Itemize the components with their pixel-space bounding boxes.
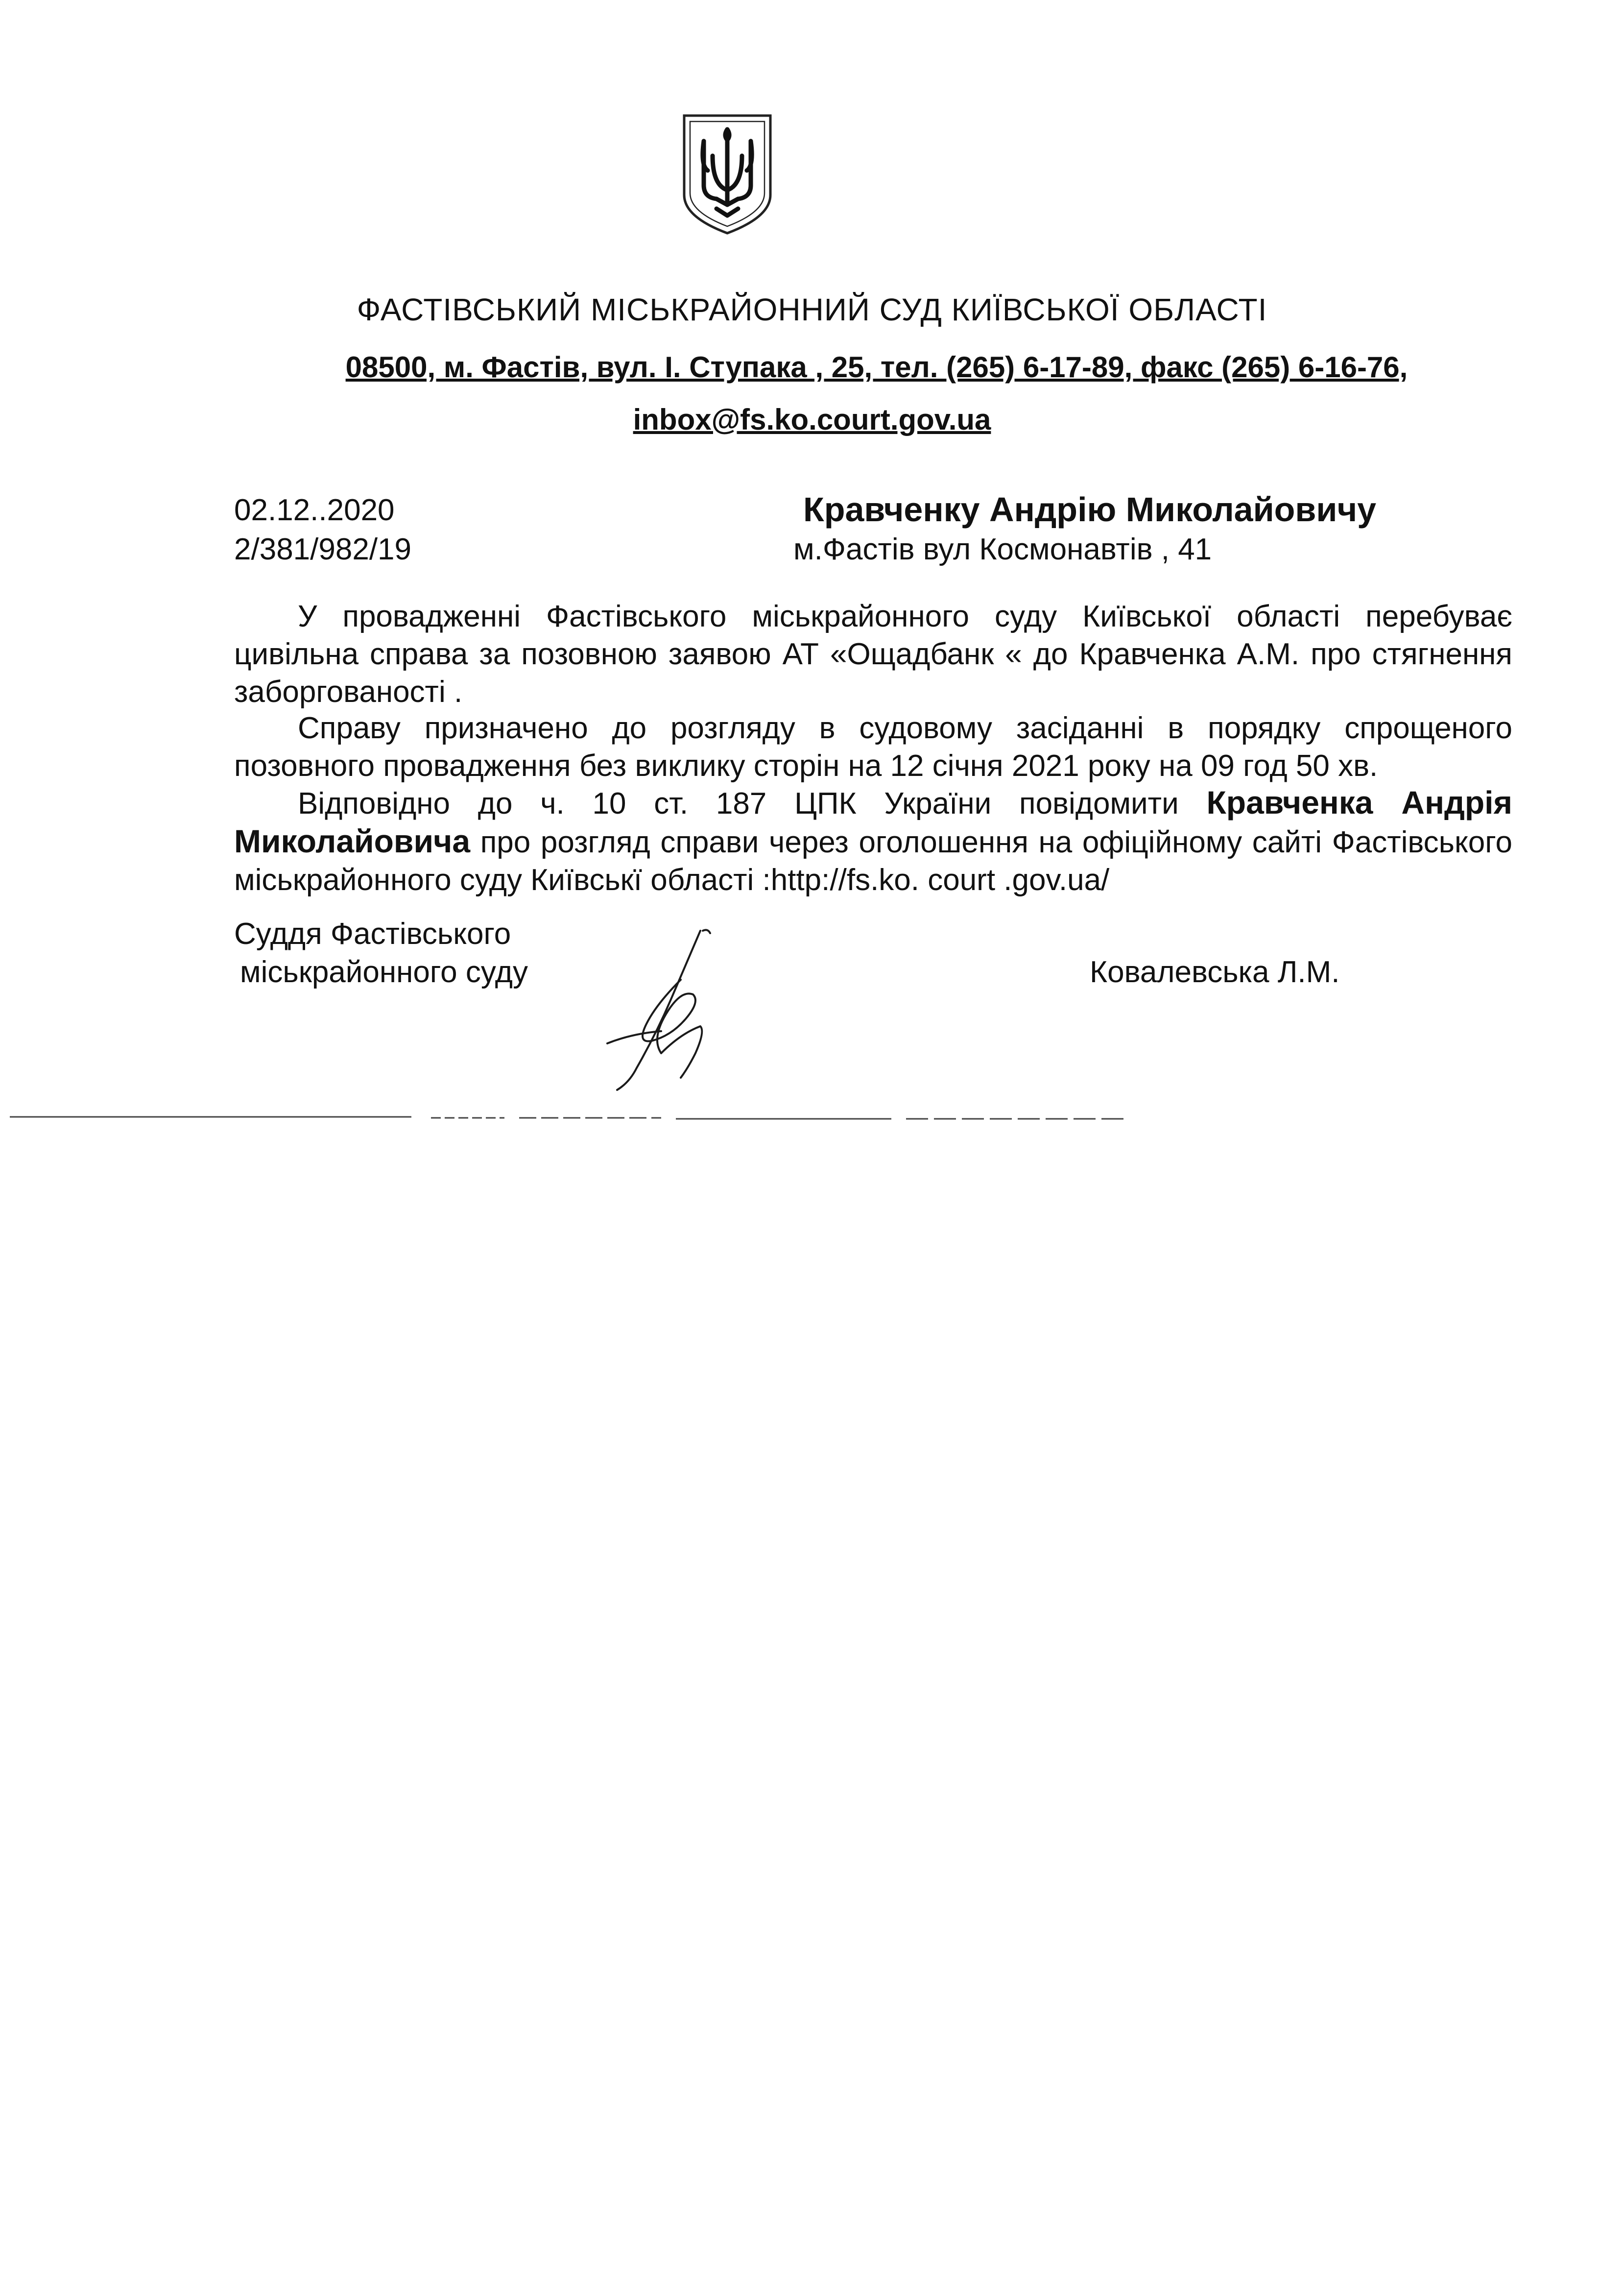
recipient-name: Кравченку Андрію Миколайовичу: [803, 490, 1377, 529]
scan-divider-line: [10, 1107, 1136, 1127]
recipient-address: м.Фастів вул Космонавтів , 41: [793, 532, 1212, 566]
body-paragraph-2: [234, 709, 1512, 785]
body-paragraph-1: [234, 598, 1512, 711]
trident-emblem-icon: [678, 112, 776, 237]
judge-title-line-1: Суддя Фастівського: [234, 917, 511, 951]
body-paragraph-3-tail: про розгляд справи через оголошення на офіційному сайті Фастівського міськрайонного суду Київськї області :http://fs.ko. court .gov.ua/: [234, 825, 1512, 897]
body-paragraph-3: [234, 784, 1512, 899]
body-paragraph-2-text: Справу призначено до розгляду в судовому засіданні в порядку спрощеного позовного провадження без виклику сторін на 12 січня 2021 року на 09 год 50 хв.: [234, 711, 1512, 783]
defendant-name: Кравченка Андрія Миколайовича: [234, 784, 1512, 859]
court-email: inbox@fs.ko.court.gov.ua: [633, 403, 991, 436]
court-address: 08500, м. Фастів, вул. І. Ступака , 25, тел. (265) 6-17-89, факс (265) 6-16-76,: [345, 351, 1408, 384]
handwritten-signature: [588, 921, 730, 1097]
body-paragraph-3-lead: Відповідно до ч. 10 ст. 187 ЦПК України повідомити: [298, 787, 1207, 821]
body-paragraph-1-text: У провадженні Фастівського міськрайонного суду Київської області перебуває цивільна справа за позовною заявою АТ «Ощадбанк « до Кравченка А.М. про стягнення заборгованості .: [234, 600, 1512, 709]
letter-number: 2/381/982/19: [234, 532, 412, 566]
letter-date: 02.12..2020: [234, 493, 395, 527]
judge-title-line-2: міськрайонного суду: [240, 955, 528, 989]
judge-name: Ковалевська Л.М.: [1090, 955, 1340, 989]
court-name: ФАСТІВСЬКИЙ МІСЬКРАЙОННИЙ СУД КИЇВСЬКОЇ ОБЛАСТІ: [357, 292, 1267, 327]
